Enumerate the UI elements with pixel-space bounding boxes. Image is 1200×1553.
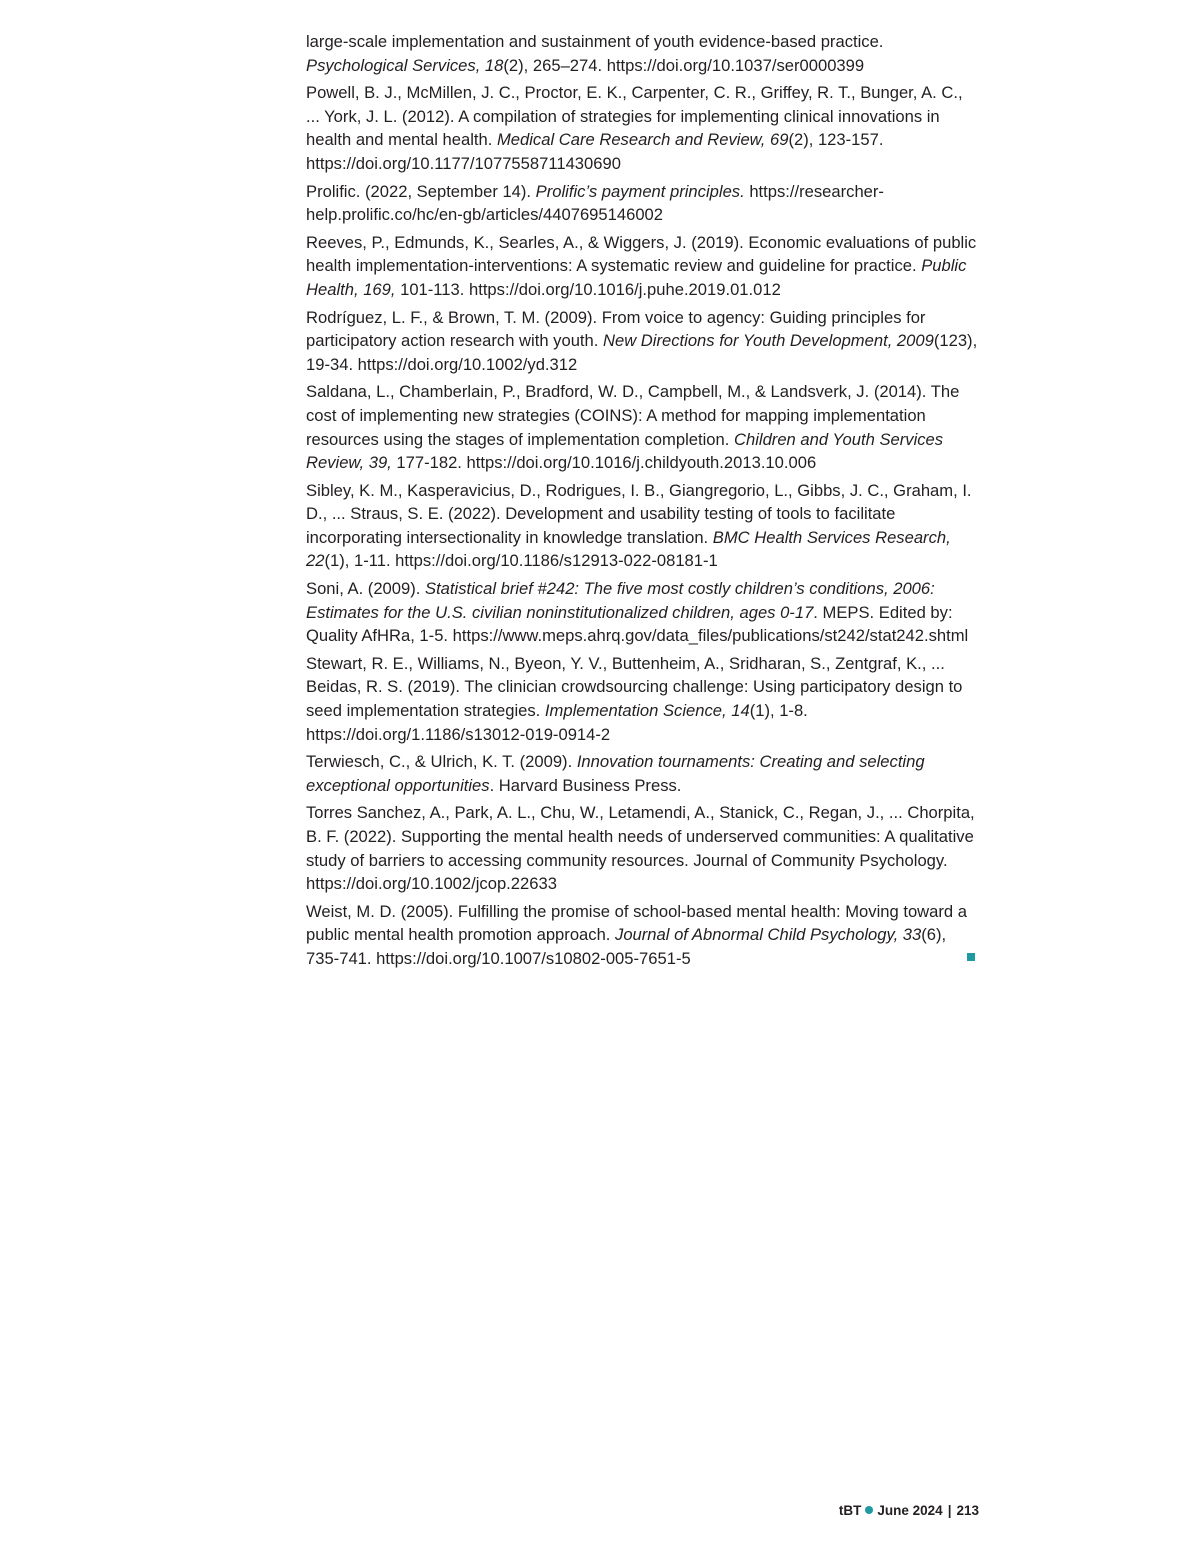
reference-journal: Innovation tournaments: Creating and selecting exceptional opportunities <box>306 752 925 795</box>
reference-entry <box>306 180 978 227</box>
bullet-dot-icon <box>865 1506 873 1514</box>
reference-details: (1), 1-8. https://doi.org/1.1186/s13012-019-0914-2 <box>306 701 808 744</box>
reference-details: 101-113. https://doi.org/10.1016/j.puhe.2019.01.012 <box>395 279 781 299</box>
reference-journal: Children and Youth Services Review, <box>306 429 944 473</box>
reference-text: Prolific. (2022, September 14). <box>306 181 536 201</box>
reference-journal: New Directions for Youth Development, <box>603 331 897 351</box>
reference-text: large-scale implementation and sustainment of youth evidence-based practice. <box>306 32 884 51</box>
end-of-article-square-icon <box>967 953 975 961</box>
reference-entry <box>306 900 978 971</box>
reference-journal: Implementation Science, <box>544 701 732 721</box>
reference-entry <box>306 30 978 77</box>
reference-details: https://researcher-help.prolific.co/hc/en-gb/articles/4407695146002 <box>306 181 884 225</box>
reference-list <box>306 30 978 975</box>
reference-text: Stewart, R. E., Williams, N., Byeon, Y. V., Buttenheim, A., Sridharan, S., Zentgraf, K., ... Beidas, R. S. (2019). The clinician crowdsourcing challenge: Using participatory design to seed implementation strategies. <box>306 653 963 721</box>
reference-journal: BMC Health Services Research, <box>712 527 951 547</box>
reference-volume: 33 <box>902 925 922 945</box>
reference-details: (123), 19-34. https://doi.org/10.1002/yd.312 <box>306 331 978 374</box>
reference-volume: 18 <box>484 55 504 75</box>
reference-details: (6), 735-741. https://doi.org/10.1007/s10802-005-7651-5 <box>306 925 947 968</box>
reference-volume: 14 <box>731 701 750 721</box>
reference-journal: Psychological Services, <box>306 55 485 75</box>
reference-entry <box>306 577 978 648</box>
reference-journal: Journal of Abnormal Child Psychology, <box>615 925 903 945</box>
reference-volume: 22 <box>306 551 325 571</box>
reference-entry <box>306 81 978 175</box>
footer-separator: | <box>947 1503 952 1518</box>
reference-entry <box>306 801 978 895</box>
reference-text: Weist, M. D. (2005). Fulfilling the promise of school-based mental health: Moving toward a public mental health promotion approach. <box>306 901 967 945</box>
reference-details: . Harvard Business Press. <box>489 775 682 795</box>
reference-details: (1), 1-11. https://doi.org/10.1186/s12913-022-08181-1 <box>324 551 718 571</box>
reference-journal: Medical Care Research and Review, <box>496 130 770 150</box>
reference-entry <box>306 750 978 797</box>
page-number: 213 <box>956 1503 979 1518</box>
reference-details: . MEPS. Edited by: Quality AfHRa, 1-5. https://www.meps.ahrq.gov/data_files/publications/st242/stat242.shtml <box>306 602 969 646</box>
reference-text: Rodríguez, L. F., & Brown, T. M. (2009). From voice to agency: Guiding principles for participatory action research with youth. <box>306 307 926 351</box>
reference-text: Reeves, P., Edmunds, K., Searles, A., & Wiggers, J. (2019). Economic evaluations of public health implementation-interventions: A systematic review and guideline for practice. <box>306 232 977 276</box>
reference-details: 177-182. https://doi.org/10.1016/j.childyouth.2013.10.006 <box>391 453 817 473</box>
reference-text: Torres Sanchez, A., Park, A. L., Chu, W., Letamendi, A., Stanick, C., Regan, J., ... Chorpita, B. F. (2022). Supporting the mental health needs of underserved communities: A qualitative study of barriers to accessing community resources. Journal of Community Psychology. https://doi.org/10.1002/jcop.22633 <box>306 803 975 894</box>
reference-volume: 39, <box>368 453 392 473</box>
reference-details: (2), 265–274. https://doi.org/10.1037/ser0000399 <box>503 55 865 75</box>
reference-volume: 169, <box>363 279 396 299</box>
reference-entry <box>306 231 978 302</box>
footer-issue-date: June 2024 <box>877 1503 943 1518</box>
reference-journal: Statistical brief #242: The five most costly children’s conditions, 2006: Estimates for the U.S. civilian noninstitutionalized children, ages 0-17 <box>306 579 935 622</box>
footer-journal-abbrev: tBT <box>838 1503 862 1518</box>
reference-entry <box>306 380 978 474</box>
reference-entry <box>306 652 978 746</box>
reference-journal: Prolific’s payment principles. <box>535 181 750 201</box>
page-footer <box>839 1502 979 1520</box>
reference-entry <box>306 479 978 573</box>
reference-text: Soni, A. (2009). <box>306 579 425 599</box>
reference-details: (2), 123-157. https://doi.org/10.1177/1077558711430690 <box>306 130 884 173</box>
reference-entry <box>306 306 978 377</box>
reference-text: Powell, B. J., McMillen, J. C., Proctor, E. K., Carpenter, C. R., Griffey, R. T., Bunger, A. C., ... York, J. L. (2012). A compilation of strategies for implementing clinical innovations in health and mental health. <box>306 83 963 150</box>
reference-volume: 69 <box>769 130 789 150</box>
reference-text: Saldana, L., Chamberlain, P., Bradford, W. D., Campbell, M., & Landsverk, J. (2014). The cost of implementing new strategies (COINS): A method for mapping implementation resources using the stages of implementation completion. <box>306 382 960 449</box>
reference-text: Terwiesch, C., & Ulrich, K. T. (2009). <box>306 752 577 772</box>
reference-volume: 2009 <box>896 331 934 351</box>
reference-text: Sibley, K. M., Kasperavicius, D., Rodrigues, I. B., Giangregorio, L., Gibbs, J. C., Graham, I. D., ... Straus, S. E. (2022). Development and usability testing of tools to facilitate incorporating intersectionality in knowledge translation. <box>306 480 972 547</box>
reference-journal: Public Health, <box>306 256 967 299</box>
